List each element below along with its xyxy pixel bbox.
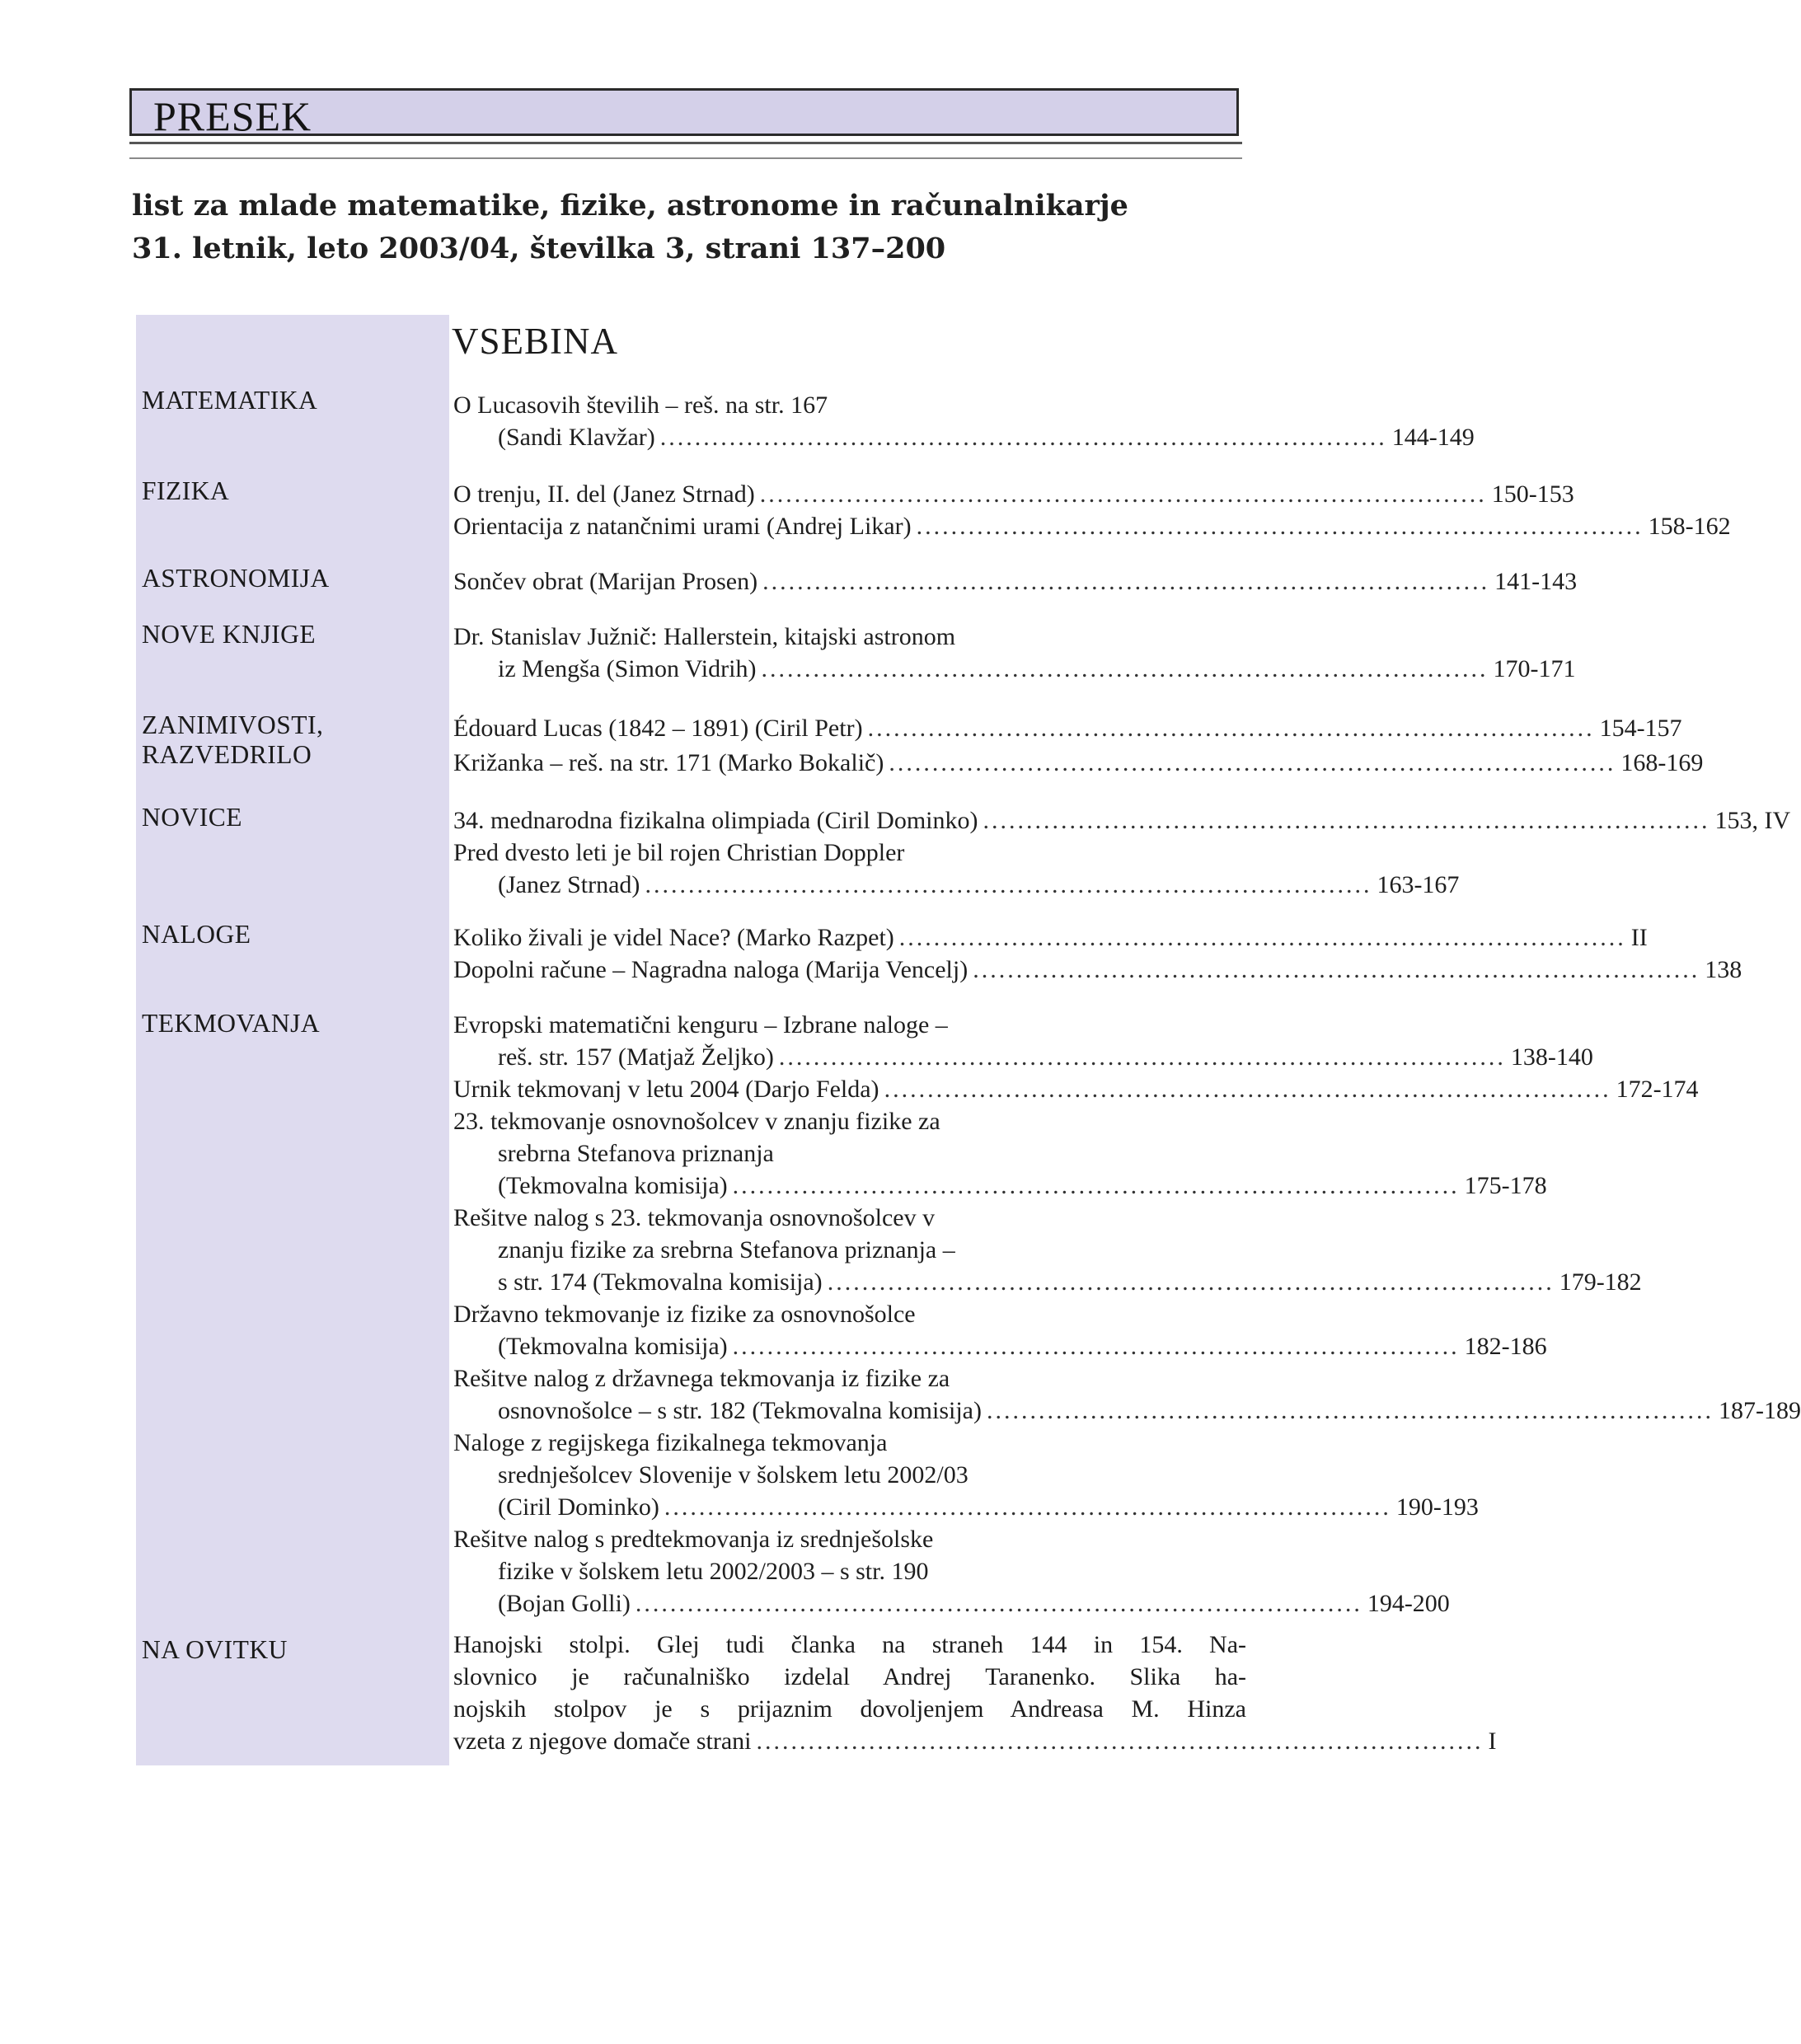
toc-entry-dopolni-racune — [453, 954, 1742, 986]
contents-heading: VSEBINA — [452, 321, 619, 362]
category-label-na-ovitku: NA OVITKU — [142, 1635, 288, 1664]
leader-dots: .................................................................................... — [761, 655, 1489, 682]
category-label-fizika: FIZIKA — [142, 476, 230, 505]
category-label-matematika: MATEMATIKA — [142, 386, 318, 415]
toc-entry-krizanka — [453, 747, 1704, 779]
leader-dots: .................................................................................... — [664, 1493, 1391, 1521]
toc-entry-koliko-zivali — [453, 921, 1648, 954]
leader-dots: .................................................................................... — [884, 1076, 1611, 1103]
toc-entry-title: Urnik tekmovanj v letu 2004 (Darjo Felda) — [453, 1076, 879, 1103]
leader-dots: .................................................................................... — [756, 1728, 1484, 1755]
toc-entry-page: 138 — [1705, 956, 1742, 983]
toc-entry-resitve-stefanova — [453, 1202, 1642, 1298]
category-label-naloge: NALOGE — [142, 920, 251, 949]
toc-entry-title: Naloge z regijskega fizikalnega tekmovanja — [453, 1429, 888, 1456]
toc-entry-page: 170-171 — [1493, 655, 1576, 682]
leader-dots: .................................................................................... — [973, 956, 1700, 983]
toc-entry-edouard-lucas — [453, 712, 1682, 744]
toc-entry-page: 187-189 — [1719, 1397, 1801, 1424]
toc-entry-title: Rešitve nalog s predtekmovanja iz srednješolske — [453, 1526, 934, 1553]
toc-entry-author: (Tekmovalna komisija) — [498, 1333, 728, 1360]
toc-entry-page: 194-200 — [1367, 1590, 1450, 1617]
toc-entry-stefanova-priznanja — [453, 1105, 1547, 1202]
leader-dots: .................................................................................... — [778, 1043, 1506, 1071]
category-label-zanimivosti-line2: RAZVEDRILO — [142, 740, 312, 769]
cover-text-line1: Hanojski stolpi. Glej tudi članka na straneh 144 in 154. Na- — [453, 1631, 1246, 1658]
toc-entry-page: 138-140 — [1510, 1043, 1593, 1071]
toc-entry-doppler — [453, 837, 1460, 901]
toc-entry-page: 179-182 — [1559, 1268, 1642, 1296]
toc-entry-title: Dopolni račune – Nagradna naloga (Marija Vencelj) — [453, 956, 969, 983]
category-label-zanimivosti-line1: ZANIMIVOSTI, — [142, 710, 324, 739]
category-sidebar — [136, 315, 449, 1765]
toc-entry-resitve-drzavno — [453, 1362, 1801, 1427]
toc-entry-page: 190-193 — [1395, 1493, 1479, 1521]
toc-entry-title: Rešitve nalog s 23. tekmovanja osnovnošolcev v — [453, 1204, 936, 1231]
category-label-tekmovanja: TEKMOVANJA — [142, 1009, 321, 1038]
toc-entry-title: Državno tekmovanje iz fizike za osnovnošolce — [453, 1301, 916, 1328]
cover-description — [453, 1629, 1497, 1757]
leader-dots: .................................................................................... — [867, 715, 1595, 742]
toc-entry-urnik-tekmovanj — [453, 1073, 1699, 1105]
journal-subtitle — [132, 185, 1128, 270]
toc-entry-kenguru — [453, 1009, 1593, 1073]
toc-entry-page: 182-186 — [1464, 1333, 1547, 1360]
category-label-zanimivosti — [142, 710, 323, 770]
masthead-banner — [129, 88, 1239, 139]
toc-entry-page: 153, IV — [1714, 807, 1791, 834]
category-label-nove-knjige: NOVE KNJIGE — [142, 620, 317, 649]
leader-dots: .................................................................................... — [916, 513, 1644, 540]
toc-entry-title: Édouard Lucas (1842 – 1891) (Ciril Petr) — [453, 715, 863, 742]
toc-entry-orientacija — [453, 510, 1731, 542]
category-label-novice: NOVICE — [142, 803, 242, 832]
toc-entry-page: 175-178 — [1464, 1172, 1547, 1199]
leader-dots: .................................................................................... — [732, 1172, 1460, 1199]
toc-entry-title-cont: fizike v šolskem letu 2002/2003 – s str. 190 — [498, 1558, 929, 1585]
cover-text-line2: slovnico je računalniško izdelal Andrej Taranenko. Slika ha- — [453, 1663, 1246, 1690]
toc-entry-page: 172-174 — [1616, 1076, 1699, 1103]
leader-dots: .................................................................................... — [645, 871, 1372, 898]
toc-entry-author: reš. str. 157 (Matjaž Željko) — [498, 1043, 774, 1071]
toc-entry-predtekmovanje — [453, 1523, 1450, 1620]
toc-entry-author: (Bojan Golli) — [498, 1590, 631, 1617]
toc-entry-author: (Sandi Klavžar) — [498, 424, 655, 451]
journal-title: PRESEK — [153, 93, 312, 139]
toc-entry-regijsko-tekmovanje — [453, 1427, 1479, 1523]
toc-entry-soncev-obrat — [453, 565, 1578, 598]
leader-dots: .................................................................................... — [898, 924, 1626, 951]
leader-dots: .................................................................................... — [983, 807, 1710, 834]
leader-dots: .................................................................................... — [635, 1590, 1362, 1617]
leader-dots: .................................................................................... — [759, 481, 1487, 508]
toc-entry-title: O Lucasovih številih – reš. na str. 167 — [453, 391, 828, 419]
toc-entry-title: 23. tekmovanje osnovnošolcev v znanju fizike za — [453, 1108, 940, 1135]
toc-entry-page: II — [1630, 924, 1648, 951]
leader-dots: .................................................................................... — [762, 568, 1490, 595]
toc-entry-title-cont: znanju fizike za srebrna Stefanova priznanja – — [498, 1236, 955, 1263]
toc-entry-author: (Tekmovalna komisija) — [498, 1172, 728, 1199]
toc-entry-title: O trenju, II. del (Janez Strnad) — [453, 481, 755, 508]
category-label-astronomija: ASTRONOMIJA — [142, 564, 330, 593]
toc-entry-title: Križanka – reš. na str. 171 (Marko Bokalič) — [453, 749, 884, 776]
leader-dots: .................................................................................... — [659, 424, 1387, 451]
toc-entry-page: I — [1488, 1728, 1497, 1755]
toc-entry-title-cont: srednješolcev Slovenije v šolskem letu 2002/03 — [498, 1461, 969, 1488]
leader-dots: .................................................................................... — [827, 1268, 1555, 1296]
toc-entry-title: Koliko živali je videl Nace? (Marko Razpet) — [453, 924, 894, 951]
cover-text-line3: nojskih stolpov je s prijaznim dovoljenjem Andreasa M. Hinza — [453, 1695, 1246, 1723]
toc-entry-author: s str. 174 (Tekmovalna komisija) — [498, 1268, 823, 1296]
toc-entry-page: 154-157 — [1599, 715, 1682, 742]
toc-entry-page: 168-169 — [1620, 749, 1704, 776]
leader-dots: .................................................................................... — [987, 1397, 1714, 1424]
toc-entry-author: iz Mengša (Simon Vidrih) — [498, 655, 757, 682]
header-rule — [129, 142, 1242, 144]
toc-entry-page: 144-149 — [1391, 424, 1475, 451]
leader-dots: .................................................................................... — [889, 749, 1616, 776]
toc-entry-title: Pred dvesto leti je bil rojen Christian Doppler — [453, 839, 905, 866]
toc-entry-page: 150-153 — [1491, 481, 1574, 508]
toc-entry-fizikalna-olimpiada — [453, 804, 1791, 837]
subtitle-line-1: list za mlade matematike, fizike, astronome in računalnikarje — [132, 189, 1128, 223]
toc-entry-page: 141-143 — [1494, 568, 1578, 595]
toc-entry-page: 158-162 — [1648, 513, 1731, 540]
toc-entry-author: osnovnošolce – s str. 182 (Tekmovalna komisija) — [498, 1397, 982, 1424]
toc-entry-title: Evropski matematični kenguru – Izbrane naloge – — [453, 1011, 948, 1038]
toc-entry-title: Dr. Stanislav Južnič: Hallerstein, kitajski astronom — [453, 623, 956, 650]
header-rule-thin — [129, 157, 1242, 159]
toc-entry-lucasova-stevila — [453, 389, 1475, 453]
subtitle-line-2: 31. letnik, leto 2003/04, številka 3, strani 137–200 — [132, 232, 946, 265]
toc-entry-title-cont: srebrna Stefanova priznanja — [498, 1140, 774, 1167]
toc-entry-o-trenju — [453, 478, 1574, 510]
toc-entry-drzavno-tekmovanje — [453, 1298, 1547, 1362]
toc-entry-title: 34. mednarodna fizikalna olimpiada (Ciril Dominko) — [453, 807, 978, 834]
toc-entry-author: (Janez Strnad) — [498, 871, 640, 898]
toc-entry-title: Sončev obrat (Marijan Prosen) — [453, 568, 758, 595]
toc-entry-author: (Ciril Dominko) — [498, 1493, 659, 1521]
toc-entry-page: 163-167 — [1377, 871, 1460, 898]
toc-entry-title: Rešitve nalog z državnega tekmovanja iz fizike za — [453, 1365, 950, 1392]
toc-entry-title: Orientacija z natančnimi urami (Andrej Likar) — [453, 513, 912, 540]
cover-text-line4: vzeta z njegove domače strani — [453, 1728, 752, 1755]
toc-entry-hallerstein — [453, 621, 1576, 685]
leader-dots: .................................................................................... — [732, 1333, 1460, 1360]
